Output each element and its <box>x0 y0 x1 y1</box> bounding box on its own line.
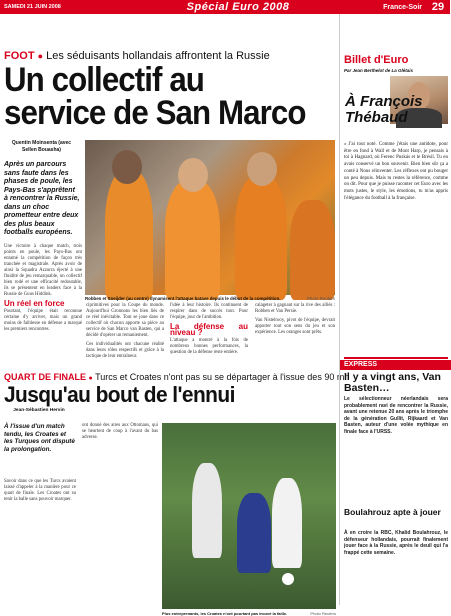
kicker-tag: FOOT <box>4 50 35 62</box>
express-title: Il y a vingt ans, Van Basten… <box>344 371 441 394</box>
bullet-icon: ● <box>88 375 93 382</box>
ball-icon <box>282 573 294 585</box>
article2-photo <box>162 423 336 609</box>
paragraph: Une victoire à chaque match, trois points en poule, les Pays-Bas ont entamé la compétition de façon très tranchée et magistrale. Après avoir de ainsi la Squadra Azzurra éjecté à une fluidité de jeu remarquable, un collectif bien rodé et une efficacité redoutable, ils se présentent en leaders face à la Russie de Guus Hiddink. <box>4 244 82 297</box>
article1-column-4 <box>255 303 335 336</box>
article1-headline: Un collectif au service de San Marco <box>4 61 306 132</box>
article1-column-2 <box>86 303 164 360</box>
bullet-icon: ● <box>37 51 44 61</box>
sidebar-text: « J'ai tout noté. Comme j'étais une antidote, pour être en fond à Wall et de Mont Harp, je pensais à toi à Hagnard, où Ferenc Puskás et le Brésil. Tu en avais conservé un bon souvenir. Bien bien sûr ça a conté à Nous réinventer. Les réflexes ont pu bouger un peu depuis. Mais tu restes la référence, comme on dit. Pour que je puisse raconter cet Euro avec les mots justes, le style, les émotions, tu m'as appris l'élégance du football à la française. <box>344 142 448 201</box>
player-head <box>112 150 142 184</box>
section-title: Spécial Euro 2008 <box>186 1 290 13</box>
article1-byline: Quentin Moinsenta (avec Sellen Bouasha) <box>11 140 72 153</box>
sidebar-author: Par Jean Berthelot de La Glétais <box>344 68 414 73</box>
article2-column-1 <box>4 479 76 503</box>
player-figure <box>290 200 335 300</box>
kicker-text: Les séduisants hollandais affrontent la Russie <box>46 50 270 62</box>
player-figure <box>272 478 302 568</box>
page-number: 29 <box>431 1 445 13</box>
kicker-text: Turcs et Croates n'ont pas su se départager à l'issue des 90 mn <box>95 372 350 382</box>
sidebar-column-title: À François Thébaud <box>345 93 423 126</box>
express-subheading: Boulahrouz apte à jouer <box>344 507 441 517</box>
paragraph: Savoir dans ce que les Turcs avaient laissé d'appeler à la manière pour ce quart de finale. Les Croates ont su tenir la balle sans pouvoir marquer. <box>4 479 76 502</box>
photo-credit: Photo Reuters <box>306 296 335 301</box>
kicker-tag: QUART DE FINALE <box>4 372 86 382</box>
paragraph: l'idée à leur histoire. Ils continuent de respirer dans de succès tout. Pour l'équipe, jour de l'ambition. <box>170 303 248 320</box>
player-figure <box>235 176 287 300</box>
divider <box>344 357 448 359</box>
article1-column-1 <box>4 244 82 333</box>
player-figure <box>105 170 153 300</box>
player-head <box>178 158 208 192</box>
brand-logo: France-Soir <box>383 3 422 11</box>
main-column <box>0 14 350 616</box>
article2-kicker <box>4 372 349 382</box>
player-figure <box>237 493 271 573</box>
player-figure <box>192 463 222 558</box>
sidebar-title: Billet d'Euro <box>344 54 409 66</box>
article2-lead: À l'issue d'un match tendu, les Croates et les Turques ont disputé la prolongation. <box>4 423 75 453</box>
paragraph: ciprimitives pour la Coupe du monde. Aujourd'hui Gronnons les bien liés de ce réel inévitable. Tout se joue dans ce collectif où chacun apporte sa pièce au service de San Marco van Basten, qui a décidé d'opérer un remaniement. <box>86 303 164 338</box>
article2-headline: Jusqu'au bout de l'ennui <box>4 382 235 407</box>
player-figure <box>165 180 220 300</box>
paragraph: calageter à gagnant sur la rive des alliés : Robben et Van Persie. <box>255 303 335 314</box>
subheading: Un réel en force <box>4 299 65 308</box>
issue-date: SAMEDI 21 JUIN 2008 <box>4 4 61 10</box>
express-label: EXPRESS <box>340 360 451 370</box>
article2-column-2 <box>82 423 158 441</box>
article1-column-3 <box>170 303 248 356</box>
top-banner <box>0 0 450 14</box>
express-text-2: À en croire la RBC, Khalid Boulahrouz, le défenseur hollandais, pourrait finalement jouer face à la Russie, après le deuil qui l'a frappé cette semaine. <box>344 530 448 556</box>
caption-text: Plus entreprenants, les Croates n'ont pourtant pas trouvé la faille. <box>162 611 288 616</box>
player-head <box>247 152 277 186</box>
paragraph: ont donné des aires aux Ottomans, qui se heurtent de coup à l'avant du bas adverse. <box>82 423 158 440</box>
article1-photo <box>85 140 335 295</box>
paragraph: Pourtant, l'équipe était reconnue certaine d'y arriver, mais un grand moins de faiblesse en défense a marqué les premiers rencontres. <box>4 309 82 332</box>
photo-credit: Photo Reuters <box>310 611 336 616</box>
article2-byline: Jean-Sébastien Hervin <box>13 408 65 413</box>
subheading: La défense au niveau ? <box>170 322 248 337</box>
article1-caption <box>85 296 335 301</box>
paragraph: Van Nistelrooy, pivot de l'équipe, devrait apporter tout son sens du jeu et son expérience. Les oranges sont prêts. <box>255 318 335 335</box>
express-text: Le sélectionneur néerlandais sera probablement ravi de rencontrer la Russie, avant une retenue 20 ans après le triomphe de la génération Gullit, Rijkaard et Van Basten, auteur d'une volée mythique en finale face à l'URSS. <box>344 396 448 435</box>
sidebar <box>339 14 450 605</box>
caption-text: Robben et Sneijder (au centre) dynamisent l'attaque batave depuis le début de la compétition. <box>85 296 281 301</box>
paragraph: L'attaque a montré à la fois de nombreux bonnes performances, la question de la défense reste entière. <box>170 338 248 355</box>
paragraph: Ces individualités ont chacune réalité dans leurs rôles respectifs et grâce à la tactique de leur entraîneur. <box>86 342 164 359</box>
article2-caption <box>162 611 336 616</box>
article1-lead: Après un parcours sans faute dans les phases de poule, les Pays-Bas s'apprêtent à rencontrer la Russie, dans un choc prometteur entre deux des plus beaux footballs européens. <box>4 161 80 236</box>
